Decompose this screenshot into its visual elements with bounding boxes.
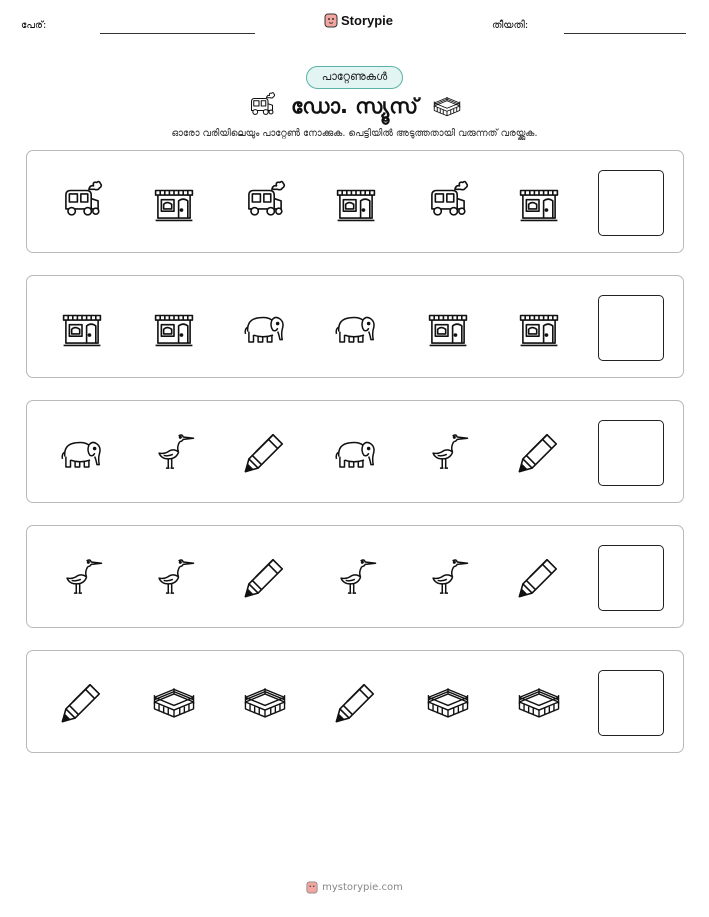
boxing-ring-icon — [516, 679, 562, 725]
pattern-item — [425, 304, 471, 350]
pencil-icon — [516, 429, 562, 475]
pattern-item — [425, 679, 471, 725]
boxing-ring-icon — [432, 91, 462, 121]
shop-icon — [151, 304, 197, 350]
answer-box[interactable] — [598, 170, 664, 236]
pattern-item — [59, 179, 105, 225]
storypie-mascot-icon — [324, 13, 338, 28]
pattern-item — [242, 679, 288, 725]
boxing-ring-icon — [151, 679, 197, 725]
auto-rickshaw-icon — [425, 179, 471, 225]
pattern-item — [425, 554, 471, 600]
shop-icon — [425, 304, 471, 350]
pattern-item — [59, 679, 105, 725]
pattern-row — [26, 400, 684, 503]
pattern-item — [242, 554, 288, 600]
pattern-item — [425, 179, 471, 225]
stork-icon — [425, 554, 471, 600]
pattern-item — [151, 554, 197, 600]
name-label: പേര്: — [21, 20, 47, 31]
stork-icon — [425, 429, 471, 475]
date-line[interactable] — [564, 33, 686, 34]
pencil-icon — [59, 679, 105, 725]
shop-icon — [151, 179, 197, 225]
pattern-item — [425, 429, 471, 475]
stork-icon — [151, 429, 197, 475]
pattern-row — [26, 525, 684, 628]
pattern-item — [151, 679, 197, 725]
pattern-item — [516, 179, 562, 225]
pencil-icon — [333, 679, 379, 725]
elephant-icon — [333, 429, 379, 475]
pattern-item — [333, 304, 379, 350]
elephant-icon — [333, 304, 379, 350]
page-header — [0, 0, 709, 50]
instructions: ഓരോ വരിയിലെയും പാറ്റേൺ നോക്കുക. പെട്ടിയിൽ അടുത്തതായി വരുന്നത് വരയ്ക്കുക. — [171, 128, 538, 139]
elephant-icon — [242, 304, 288, 350]
shop-icon — [59, 304, 105, 350]
stork-icon — [333, 554, 379, 600]
brand-name: Storypie — [341, 13, 394, 28]
boxing-ring-icon — [242, 679, 288, 725]
elephant-icon — [59, 429, 105, 475]
pattern-item — [333, 554, 379, 600]
answer-box[interactable] — [598, 420, 664, 486]
shop-icon — [516, 304, 562, 350]
pattern-row — [26, 275, 684, 378]
pattern-row — [26, 150, 684, 253]
boxing-ring-icon — [425, 679, 471, 725]
pattern-item — [333, 429, 379, 475]
pattern-item — [242, 304, 288, 350]
stork-icon — [59, 554, 105, 600]
footer — [0, 881, 709, 894]
pattern-item — [151, 179, 197, 225]
name-line[interactable] — [100, 33, 255, 34]
pattern-item — [333, 679, 379, 725]
pencil-icon — [242, 429, 288, 475]
page-title — [0, 92, 709, 120]
pattern-item — [59, 304, 105, 350]
pattern-item — [151, 304, 197, 350]
pattern-item — [516, 554, 562, 600]
brand-logo — [324, 13, 393, 28]
topic-badge: പാറ്റേണുകൾ — [306, 66, 403, 89]
pattern-item — [516, 679, 562, 725]
title-text: ഡോ. സ്യൂസ് — [290, 93, 419, 118]
pattern-row — [26, 650, 684, 753]
storypie-mascot-icon — [306, 881, 318, 894]
pattern-item — [151, 429, 197, 475]
pattern-item — [59, 554, 105, 600]
pattern-item — [59, 429, 105, 475]
answer-box[interactable] — [598, 295, 664, 361]
auto-rickshaw-icon — [242, 179, 288, 225]
pattern-item — [516, 429, 562, 475]
answer-box[interactable] — [598, 670, 664, 736]
shop-icon — [516, 179, 562, 225]
answer-box[interactable] — [598, 545, 664, 611]
date-label: തീയതി: — [492, 20, 529, 31]
footer-url[interactable]: mystorypie.com — [322, 882, 403, 893]
pencil-icon — [516, 554, 562, 600]
shop-icon — [333, 179, 379, 225]
pattern-item — [516, 304, 562, 350]
pencil-icon — [242, 554, 288, 600]
stork-icon — [151, 554, 197, 600]
pattern-item — [333, 179, 379, 225]
auto-rickshaw-icon — [59, 179, 105, 225]
pattern-item — [242, 429, 288, 475]
pattern-item — [242, 179, 288, 225]
auto-rickshaw-icon — [247, 91, 277, 121]
